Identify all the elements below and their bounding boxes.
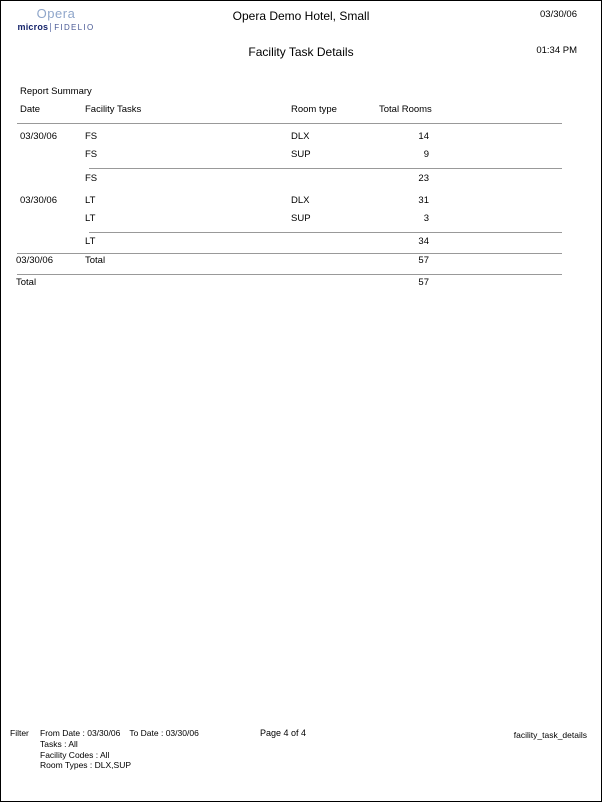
cell-total-rooms: 9 <box>423 149 429 160</box>
filter-label: Filter <box>10 728 29 738</box>
cell-date: 03/30/06 <box>20 131 57 142</box>
report-title: Facility Task Details <box>248 45 354 59</box>
column-header-room-type: Room type <box>291 104 337 115</box>
table-subtotal-row <box>20 236 429 247</box>
table-row <box>20 131 429 142</box>
column-header-date: Date <box>20 104 41 115</box>
cell-total-rooms: 57 <box>418 255 429 266</box>
cell-room-type <box>291 255 379 266</box>
table-row <box>20 195 429 206</box>
report-date: 03/30/06 <box>540 9 577 20</box>
filter-criteria <box>40 728 199 771</box>
cell-date: Total <box>16 277 37 288</box>
cell-facility-task: LT <box>85 195 96 206</box>
cell-facility-task: LT <box>85 213 96 224</box>
report-summary-label: Report Summary <box>20 86 92 97</box>
fidelio-wordmark: FIDELIO <box>50 23 94 32</box>
cell-room-type: DLX <box>291 195 310 206</box>
column-header-facility-tasks: Facility Tasks <box>85 104 142 115</box>
micros-wordmark: micros <box>17 22 49 32</box>
cell-total-rooms: 23 <box>418 173 429 184</box>
report-time: 01:34 PM <box>536 45 577 56</box>
table-divider <box>17 274 562 275</box>
cell-total-rooms: 3 <box>423 213 429 224</box>
cell-date <box>20 173 85 184</box>
cell-facility-task: Total <box>85 255 106 266</box>
cell-facility-task: FS <box>85 149 98 160</box>
cell-room-type: SUP <box>291 149 311 160</box>
table-row <box>20 213 429 224</box>
table-row <box>20 149 429 160</box>
table-divider <box>89 168 562 169</box>
cell-total-rooms: 14 <box>418 131 429 142</box>
cell-date <box>20 149 85 160</box>
cell-facility-task <box>85 277 291 288</box>
cell-room-type: DLX <box>291 131 310 142</box>
filter-to-date: To Date : 03/30/06 <box>129 728 199 738</box>
cell-facility-task: FS <box>85 131 98 142</box>
table-divider <box>17 253 562 254</box>
cell-room-type: SUP <box>291 213 311 224</box>
table-header-row <box>20 104 432 115</box>
cell-total-rooms: 31 <box>418 195 429 206</box>
cell-date: 03/30/06 <box>16 255 53 266</box>
micros-fidelio-wordmark <box>15 22 97 32</box>
table-divider <box>89 232 562 233</box>
filter-room-types-line: Room Types : DLX,SUP <box>40 760 132 771</box>
cell-total-rooms: 34 <box>418 236 429 247</box>
hotel-name-title: Opera Demo Hotel, Small <box>232 9 370 23</box>
cell-date: 03/30/06 <box>20 195 57 206</box>
filter-from-date: From Date : 03/30/06 <box>40 728 121 738</box>
report-file-name: facility_task_details <box>513 730 587 740</box>
cell-room-type <box>291 277 379 288</box>
table-grand-total-row <box>16 277 429 288</box>
filter-tasks-line: Tasks : All <box>40 738 78 749</box>
cell-total-rooms: 57 <box>418 277 429 288</box>
cell-date <box>20 236 85 247</box>
cell-facility-task: FS <box>85 173 98 184</box>
filter-facility-codes-line: Facility Codes : All <box>40 749 110 760</box>
cell-room-type <box>291 236 379 247</box>
page-number: Page 4 of 4 <box>260 728 307 738</box>
table-divider <box>17 123 562 124</box>
cell-date <box>20 213 85 224</box>
cell-facility-task: LT <box>85 236 96 247</box>
table-subtotal-row <box>20 173 429 184</box>
table-date-total-row <box>16 255 429 266</box>
column-header-total-rooms: Total Rooms <box>379 104 432 115</box>
filter-dates-line <box>40 728 199 739</box>
opera-logo-text: Opera <box>36 6 76 21</box>
cell-room-type <box>291 173 379 184</box>
